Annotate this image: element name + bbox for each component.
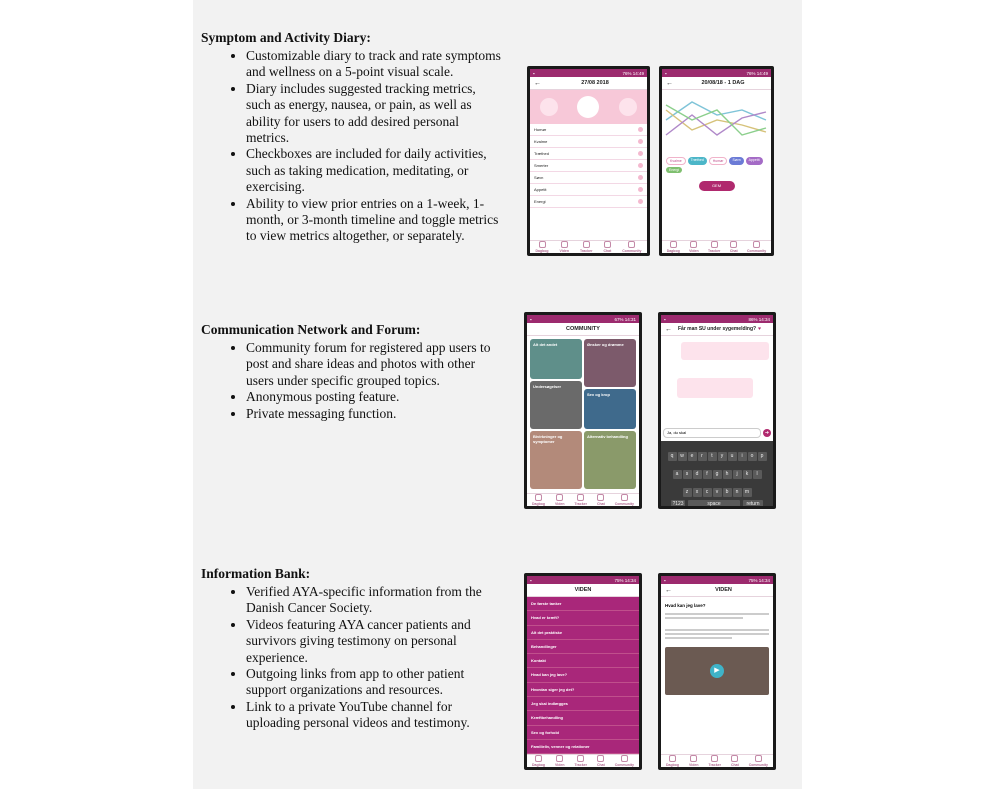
text-line (665, 633, 769, 635)
keyboard-key[interactable]: v (713, 488, 722, 497)
face-icon (577, 96, 599, 118)
diary-row: Energi (530, 196, 647, 208)
bullet-item: • Private messaging function. (246, 406, 501, 422)
return-key[interactable]: return (743, 500, 763, 507)
heart-icon: ♥ (758, 326, 762, 332)
section-title: Information Bank: (201, 566, 311, 581)
keyboard-key[interactable]: z (683, 488, 692, 497)
keyboard-key[interactable]: n (733, 488, 742, 497)
phone-screenshot-info-list: ▪ 75% 14:34 VIDEN De første tanker Hvad er kræft? Alt det praktiske Behandlinger Kontakt Hvad kan jeg lave? Hvordan siger jeg det? Jeg skal indlægges Kræftbehandling Sex og forhold Familieliv, venner og relationer Dagbog Viden Tracker Chat Community (524, 573, 642, 770)
save-button[interactable]: GEM (699, 181, 735, 191)
back-arrow-icon: ← (665, 325, 672, 333)
back-arrow-icon: ← (666, 79, 673, 87)
bullet-item: • Ability to view prior entries on a 1-week, 1-month, or 3-month timeline and toggle metrics to view metrics altogether, or separately. (246, 196, 501, 245)
keyboard-key[interactable]: h (723, 470, 732, 479)
metrics-line-graph (662, 90, 771, 150)
diary-date-title: 27/08 2018 (581, 80, 609, 86)
section-title: Symptom and Activity Diary: (201, 30, 371, 45)
forum-tile[interactable]: Bivirkninger og symptomer (530, 431, 582, 489)
chat-thread-title: Får man SU under sygemelding? (678, 326, 757, 332)
bullet-list (201, 48, 501, 245)
phone-screenshot-graph: ▪ 76% 14:49 ← 20/08/18 - 1 DAG Kvalme Træthed Humør Søvn Appetit Energi GEM Dagbog Viden Tracker Chat Community (659, 66, 774, 256)
metric-chip[interactable]: Træthed (688, 157, 707, 165)
keyboard-key[interactable]: a (673, 470, 682, 479)
metric-chip[interactable]: Humør (709, 157, 728, 165)
play-icon[interactable]: ▶ (710, 664, 724, 678)
face-icon (540, 98, 558, 116)
bullet-list (201, 340, 501, 422)
face-icon (619, 98, 637, 116)
keyboard-key[interactable]: g (713, 470, 722, 479)
keyboard-row (661, 480, 773, 498)
bullet-item: • Diary includes suggested tracking metrics, such as energy, nausea, or pain, as well as ability for users to add desired personal metrics. (246, 81, 501, 147)
info-topic-item[interactable]: Sex og forhold (527, 726, 639, 740)
phone-screenshot-info-detail: ▪ 75% 14:34 ← VIDEN Hvad kan jeg lave? ▶ Dagbog Viden Tracker Chat Community (658, 573, 776, 770)
info-topic-item[interactable]: De første tanker (527, 597, 639, 611)
forum-tile[interactable]: Alternativ behandling (584, 431, 636, 489)
bottom-nav: Dagbog Viden Tracker Chat Community (527, 493, 639, 506)
metric-chip[interactable]: Appetit (746, 157, 763, 165)
bottom-nav: Dagbog Viden Tracker Chat Community (530, 240, 647, 253)
bullet-item: • Outgoing links from app to other patient support organizations and resources. (246, 666, 501, 699)
document-page (193, 0, 802, 789)
bottom-nav: Dagbog Viden Tracker Chat Community (661, 754, 773, 767)
keyboard-key[interactable]: l (753, 470, 762, 479)
section-title: Communication Network and Forum: (201, 322, 421, 337)
keyboard-row (661, 444, 773, 462)
bullet-item: • Community forum for registered app users to post and share ideas and photos with other users under specific grouped topics. (246, 340, 501, 389)
section-symptom-diary (201, 30, 501, 245)
info-topic-item[interactable]: Familieliv, venner og relationer (527, 740, 639, 754)
keyboard-key[interactable]: m (743, 488, 752, 497)
message-composer (663, 428, 771, 438)
keyboard-row (661, 462, 773, 480)
info-topic-item[interactable]: Hvad kan jeg lave? (527, 668, 639, 682)
diary-row: Appetit (530, 184, 647, 196)
metric-chips (662, 155, 771, 175)
keyboard-key[interactable]: u (728, 452, 737, 461)
text-line (665, 617, 743, 619)
message-input[interactable]: Ja, du skal (663, 428, 761, 438)
metric-chip[interactable]: Søvn (729, 157, 743, 165)
info-topic-item[interactable]: Kræftbehandling (527, 711, 639, 725)
bullet-item: • Link to a private YouTube channel for uploading personal videos and testimony. (246, 699, 501, 732)
graph-title: 20/08/18 - 1 DAG (701, 80, 745, 86)
keyboard-key[interactable]: o (748, 452, 757, 461)
mood-face-row (530, 90, 647, 124)
info-topic-item[interactable]: Hvad er kræft? (527, 611, 639, 625)
bottom-nav: Dagbog Viden Tracker Chat Community (527, 754, 639, 767)
keyboard-key[interactable]: i (738, 452, 747, 461)
bullet-item: • Anonymous posting feature. (246, 389, 501, 405)
keyboard-key[interactable]: t (708, 452, 717, 461)
info-detail-title: VIDEN (715, 587, 732, 593)
phone-screenshot-chat: ▪ 86% 14:34 ← Får man SU under sygemelding? ♥ Ja, du skal ➜ q w e r t y u i o p a s d f g h j k l z x c v b n m ?123 space return (658, 312, 776, 509)
text-line (665, 629, 769, 631)
forum-tile[interactable]: Ønsker og drømme (584, 339, 636, 387)
metric-chip[interactable]: Energi (666, 167, 682, 173)
keyboard-key[interactable]: j (733, 470, 742, 479)
back-arrow-icon: ← (534, 79, 541, 87)
info-topic-list (527, 597, 639, 754)
forum-tile[interactable]: Undersøgelser (530, 381, 582, 429)
info-topic-item[interactable]: Hvordan siger jeg det? (527, 683, 639, 697)
bullet-item: • Verified AYA-specific information from the Danish Cancer Society. (246, 584, 501, 617)
keyboard-key[interactable]: b (723, 488, 732, 497)
phone-screenshot-community: ▪ 67% 14:31 COMMUNITY Alt det andet Ønsker og drømme Undersøgelser Sex og krop Bivirkninger og symptomer Alternativ behandling Dagbog Viden Tracker Chat Community (524, 312, 642, 509)
info-topic-item[interactable]: Alt det praktiske (527, 626, 639, 640)
text-line (665, 613, 769, 615)
info-topic-item[interactable]: Jeg skal indlægges (527, 697, 639, 711)
diary-row: Træthed (530, 148, 647, 160)
info-title: VIDEN (574, 587, 592, 593)
diary-row: Søvn (530, 172, 647, 184)
keyboard-key[interactable]: d (693, 470, 702, 479)
info-topic-item[interactable]: Kontakt (527, 654, 639, 668)
keyboard-key[interactable]: r (698, 452, 707, 461)
keyboard-key[interactable]: s (683, 470, 692, 479)
text-line (665, 637, 732, 639)
forum-tile[interactable]: Alt det andet (530, 339, 582, 379)
keyboard-key[interactable]: x (693, 488, 702, 497)
bullet-item: • Customizable diary to track and rate symptoms and wellness on a 5-point visual scale. (246, 48, 501, 81)
keyboard-key[interactable]: y (718, 452, 727, 461)
keyboard-key[interactable]: q (668, 452, 677, 461)
section-communication-forum (201, 322, 501, 422)
diary-row: Kvalme (530, 136, 647, 148)
phone-screenshot-diary: ▪ 76% 14:49 ← 27/08 2018 Humør Kvalme Træthed Smerter Søvn Appetit Energi Dagbog Viden Tracker Chat Community (527, 66, 650, 256)
article-heading: Hvad kan jeg lave? (665, 603, 706, 608)
keyboard-key[interactable]: k (743, 470, 752, 479)
diary-row: Smerter (530, 160, 647, 172)
keyboard (661, 441, 773, 506)
back-arrow-icon: ← (665, 586, 672, 594)
video-thumbnail[interactable] (665, 647, 769, 695)
forum-tile[interactable]: Sex og krop (584, 389, 636, 429)
keyboard-key[interactable]: p (758, 452, 767, 461)
community-title: COMMUNITY (566, 326, 600, 332)
send-icon[interactable]: ➜ (764, 430, 770, 436)
diary-row: Humør (530, 124, 647, 136)
bottom-nav: Dagbog Viden Tracker Chat Community (662, 240, 771, 253)
mode-key[interactable]: ?123 (671, 500, 685, 507)
info-topic-item[interactable]: Behandlinger (527, 640, 639, 654)
section-information-bank (201, 566, 501, 732)
bullet-item: • Checkboxes are included for daily activities, such as taking medication, meditating, or exercising. (246, 146, 501, 195)
chat-bubble (681, 342, 769, 360)
space-key[interactable]: space (688, 500, 740, 507)
keyboard-key[interactable]: w (678, 452, 687, 461)
keyboard-key[interactable]: f (703, 470, 712, 479)
chat-bubble (677, 378, 753, 398)
bullet-list (201, 584, 501, 732)
metric-chip[interactable]: Kvalme (666, 157, 686, 165)
keyboard-key[interactable]: e (688, 452, 697, 461)
bullet-item: • Videos featuring AYA cancer patients and survivors giving testimony on personal experience. (246, 617, 501, 666)
keyboard-key[interactable]: c (703, 488, 712, 497)
